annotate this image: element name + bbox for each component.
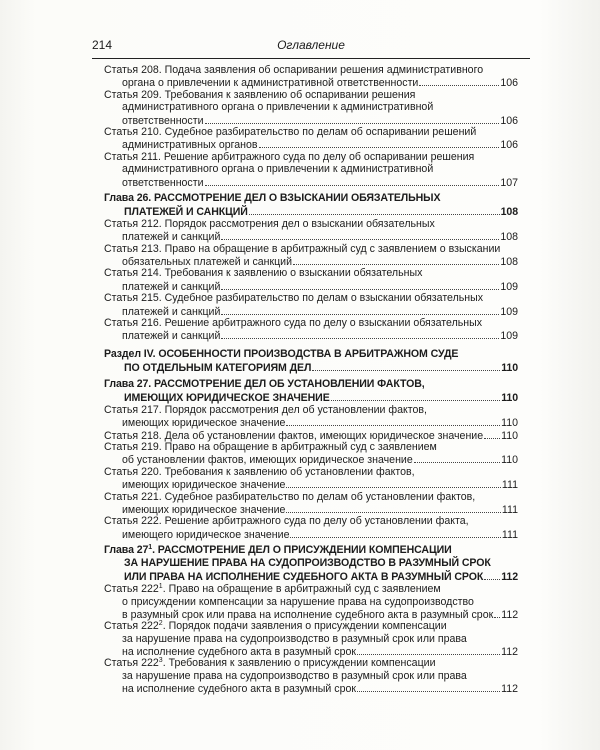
- dot-leader: [290, 528, 500, 538]
- toc-entry: [104, 126, 518, 151]
- toc-line: [104, 657, 518, 669]
- toc-text: Статья 221. Судебное разбирательство по делам об установлении фактов,: [104, 490, 476, 503]
- toc-text: Статья 222. Решение арбитражного суда по делу об установлении факта,: [104, 515, 469, 528]
- toc-line: [104, 192, 518, 205]
- toc-entry: [104, 515, 518, 540]
- dot-leader: [286, 416, 500, 426]
- toc-line: [104, 76, 518, 88]
- toc-line: [104, 515, 518, 527]
- dot-leader: [221, 230, 499, 240]
- toc-text: на исполнение судебного акта в разумный срок: [122, 646, 356, 659]
- toc-text: имеющих юридическое значение: [122, 479, 286, 492]
- toc-line: [104, 243, 518, 255]
- toc-text: административного органа о привлечении к административной: [122, 101, 434, 114]
- toc-entry: [104, 466, 518, 491]
- toc-line: [104, 453, 518, 465]
- dot-leader: [484, 429, 500, 439]
- dot-leader: [357, 645, 500, 655]
- toc-text-part: Статья 222: [104, 583, 159, 596]
- toc-line: [104, 608, 518, 620]
- toc-page-number: 110: [501, 429, 518, 442]
- dot-leader: [331, 391, 501, 401]
- toc-text: ИМЕЮЩИХ ЮРИДИЧЕСКОЕ ЗНАЧЕНИЕ: [124, 391, 330, 404]
- toc-text-part: . Право на обращение в арбитражный суд с заявлением: [162, 583, 441, 596]
- toc-text: Статья 208. Подача заявления об оспаривании решения административного: [104, 64, 484, 76]
- table-of-contents: [104, 64, 518, 695]
- page-number: 214: [92, 38, 113, 52]
- toc-text: Статья 210. Судебное разбирательство по делам об оспаривании решений: [104, 125, 477, 138]
- toc-page-number: 106: [500, 114, 518, 127]
- toc-page-number: 108: [500, 256, 518, 269]
- toc-text: в разумный срок или права на исполнение судебного акта в разумный срок: [122, 608, 494, 621]
- toc-text: [104, 657, 435, 669]
- toc-page-number: 110: [501, 417, 518, 430]
- toc-line: [104, 267, 518, 279]
- dot-leader: [259, 138, 500, 148]
- dot-leader: [286, 503, 500, 513]
- running-title: Оглавление: [277, 38, 345, 52]
- superscript-index: 2: [158, 620, 163, 628]
- toc-text: Глава 26. РАССМОТРЕНИЕ ДЕЛ О ВЗЫСКАНИИ ОБЯЗАТЕЛЬНЫХ: [104, 191, 441, 204]
- toc-entry: [104, 292, 518, 317]
- toc-line: [104, 620, 518, 632]
- toc-line: [104, 292, 518, 304]
- toc-entry: [104, 657, 518, 694]
- toc-text: Статья 218. Дела об установлении фактов, имеющих юридическое значение: [104, 429, 484, 442]
- toc-entry: [104, 348, 518, 374]
- toc-line: [104, 230, 518, 242]
- toc-entry: [104, 218, 518, 243]
- toc-text: Статья 219. Право на обращение в арбитражный суд с заявлением: [104, 440, 437, 453]
- toc-text: Статья 211. Решение арбитражного суда по делу об оспаривании решения: [104, 150, 475, 163]
- dot-leader: [312, 361, 500, 371]
- toc-text: ЗА НАРУШЕНИЕ ПРАВА НА СУДОПРОИЗВОДСТВО В РАЗУМНЫЙ СРОК: [124, 557, 491, 570]
- dot-leader: [286, 478, 500, 488]
- dot-leader: [205, 176, 500, 186]
- dot-leader: [293, 255, 499, 265]
- toc-text: Статья 215. Судебное разбирательство по делам о взыскании обязательных: [104, 292, 484, 305]
- toc-entry: [104, 317, 518, 342]
- toc-line: [104, 317, 518, 329]
- toc-text-part: Глава 27: [104, 544, 149, 557]
- toc-text: за нарушение права на судопроизводство в разумный срок или права: [122, 669, 467, 682]
- toc-line: [104, 441, 518, 453]
- toc-text: платежей и санкций: [122, 330, 221, 343]
- toc-page-number: 107: [500, 176, 518, 189]
- toc-text: [104, 620, 447, 632]
- toc-text: Статья 213. Право на обращение в арбитражный суд с заявлением о взыскании: [104, 242, 501, 255]
- toc-text: Раздел IV. ОСОБЕННОСТИ ПРОИЗВОДСТВА В АРБИТРАЖНОМ СУДЕ: [104, 347, 459, 360]
- toc-page-number: 112: [501, 571, 518, 584]
- toc-text: имеющих юридическое значение: [122, 417, 286, 430]
- toc-text: ПЛАТЕЖЕЙ И САНКЦИЙ: [124, 205, 248, 218]
- toc-text: платежей и санкций: [122, 231, 221, 244]
- toc-text: обязательных платежей и санкций: [122, 256, 293, 269]
- toc-entry: [104, 243, 518, 268]
- toc-line: [104, 205, 518, 218]
- toc-text: Статья 216. Решение арбитражного суда по делу о взыскании обязательных: [104, 317, 483, 330]
- toc-page-number: 108: [500, 231, 518, 244]
- toc-line: [104, 378, 518, 391]
- toc-line: [104, 670, 518, 682]
- dot-leader: [221, 305, 499, 315]
- toc-text: ответственности: [122, 176, 204, 189]
- toc-line: [104, 114, 518, 126]
- toc-text: органа о привлечении к административной ответственности: [122, 77, 419, 90]
- toc-line: [104, 544, 518, 557]
- toc-line: [104, 466, 518, 478]
- toc-line: [104, 404, 518, 416]
- toc-entry: [104, 429, 518, 441]
- toc-line: [104, 305, 518, 317]
- toc-text: ответственности: [122, 114, 204, 127]
- toc-line: [104, 570, 518, 583]
- dot-leader: [221, 280, 499, 290]
- toc-page-number: 112: [501, 646, 518, 659]
- toc-text: об установлении фактов, имеющих юридическое значение: [122, 454, 413, 467]
- dot-leader: [419, 76, 499, 86]
- superscript-index: 3: [158, 657, 163, 665]
- toc-line: [104, 416, 518, 428]
- toc-page-number: 106: [500, 139, 518, 152]
- toc-text-part: Статья 222: [104, 657, 159, 670]
- toc-line: [104, 176, 518, 188]
- toc-entry: [104, 491, 518, 516]
- toc-text: Глава 27. РАССМОТРЕНИЕ ДЕЛ ОБ УСТАНОВЛЕНИИ ФАКТОВ,: [104, 377, 425, 390]
- page-header: [92, 38, 530, 54]
- toc-line: [104, 89, 518, 101]
- toc-text: Статья 214. Требования к заявлению о взыскании обязательных: [104, 267, 423, 280]
- toc-text-part: Статья 222: [104, 620, 159, 633]
- toc-entry: [104, 192, 518, 218]
- superscript-index: 1: [158, 583, 163, 591]
- toc-text: Статья 220. Требования к заявлению об установлении фактов,: [104, 465, 415, 478]
- toc-page-number: 109: [500, 305, 518, 318]
- toc-line: [104, 163, 518, 175]
- toc-text-part: . Порядок подачи заявления о присуждении компенсации: [162, 620, 447, 633]
- toc-text: ПО ОТДЕЛЬНЫМ КАТЕГОРИЯМ ДЕЛ: [124, 361, 312, 374]
- toc-text: платежей и санкций: [122, 280, 221, 293]
- toc-line: [104, 682, 518, 694]
- toc-entry: [104, 441, 518, 466]
- toc-line: [104, 528, 518, 540]
- toc-line: [104, 255, 518, 267]
- toc-entry: [104, 89, 518, 126]
- toc-text: Статья 209. Требования к заявлению об оспаривании решения: [104, 88, 416, 101]
- toc-line: [104, 503, 518, 515]
- toc-entry: [104, 267, 518, 292]
- toc-line: [104, 138, 518, 150]
- toc-entry: [104, 404, 518, 429]
- toc-page-number: 110: [501, 454, 518, 467]
- toc-entry: [104, 64, 518, 89]
- toc-text: [104, 544, 452, 556]
- toc-line: [104, 596, 518, 608]
- dot-leader: [414, 453, 500, 463]
- toc-page-number: 109: [500, 280, 518, 293]
- superscript-index: 1: [148, 544, 153, 552]
- toc-text: [104, 583, 441, 595]
- toc-line: [104, 429, 518, 441]
- toc-line: [104, 218, 518, 230]
- toc-text: административных органов: [122, 139, 258, 152]
- toc-text: имеющих юридическое значение: [122, 503, 286, 516]
- toc-text: о присуждении компенсации за нарушение права на судопроизводство: [122, 595, 474, 608]
- toc-line: [104, 126, 518, 138]
- toc-line: [104, 361, 518, 374]
- dot-leader: [484, 570, 500, 580]
- toc-page-number: 110: [501, 361, 518, 374]
- toc-line: [104, 557, 518, 570]
- toc-line: [104, 391, 518, 404]
- dot-leader: [357, 682, 500, 692]
- toc-page-number: 108: [500, 205, 518, 218]
- dot-leader: [205, 114, 500, 124]
- toc-line: [104, 348, 518, 361]
- toc-line: [104, 491, 518, 503]
- toc-line: [104, 645, 518, 657]
- toc-text: Статья 212. Порядок рассмотрения дел о взыскании обязательных: [104, 217, 435, 230]
- toc-line: [104, 633, 518, 645]
- toc-text-part: . Требования к заявлению о присуждении компенсации: [162, 657, 436, 670]
- header-rule: [92, 58, 530, 59]
- toc-text-part: . РАССМОТРЕНИЕ ДЕЛ О ПРИСУЖДЕНИИ КОМПЕНСАЦИИ: [152, 544, 452, 557]
- toc-text: на исполнение судебного акта в разумный срок: [122, 683, 356, 696]
- toc-page-number: 111: [501, 528, 518, 541]
- toc-entry: [104, 544, 518, 583]
- dot-leader: [494, 608, 500, 618]
- toc-line: [104, 101, 518, 113]
- toc-line: [104, 151, 518, 163]
- toc-entry: [104, 583, 518, 620]
- dot-leader: [221, 329, 499, 339]
- toc-entry: [104, 151, 518, 188]
- toc-line: [104, 583, 518, 595]
- toc-page-number: 111: [501, 503, 518, 516]
- toc-page-number: 106: [500, 77, 518, 90]
- toc-line: [104, 478, 518, 490]
- toc-page-number: 111: [501, 479, 518, 492]
- toc-page-number: 112: [501, 683, 518, 696]
- toc-page-number: 110: [501, 391, 518, 404]
- toc-text: ИЛИ ПРАВА НА ИСПОЛНЕНИЕ СУДЕБНОГО АКТА В РАЗУМНЫЙ СРОК: [124, 571, 484, 584]
- toc-text: Статья 217. Порядок рассмотрения дел об установлении фактов,: [104, 403, 427, 416]
- toc-page-number: 112: [501, 608, 519, 621]
- toc-text: платежей и санкций: [122, 305, 221, 318]
- dot-leader: [249, 205, 500, 215]
- toc-line: [104, 329, 518, 341]
- toc-text: за нарушение права на судопроизводство в разумный срок или права: [122, 632, 467, 645]
- toc-text: административного органа о привлечении к административной: [122, 163, 434, 176]
- toc-text: имеющего юридическое значение: [122, 528, 290, 541]
- toc-entry: [104, 620, 518, 657]
- toc-entry: [104, 378, 518, 404]
- toc-line: [104, 280, 518, 292]
- toc-line: [104, 64, 518, 76]
- toc-page-number: 109: [500, 330, 518, 343]
